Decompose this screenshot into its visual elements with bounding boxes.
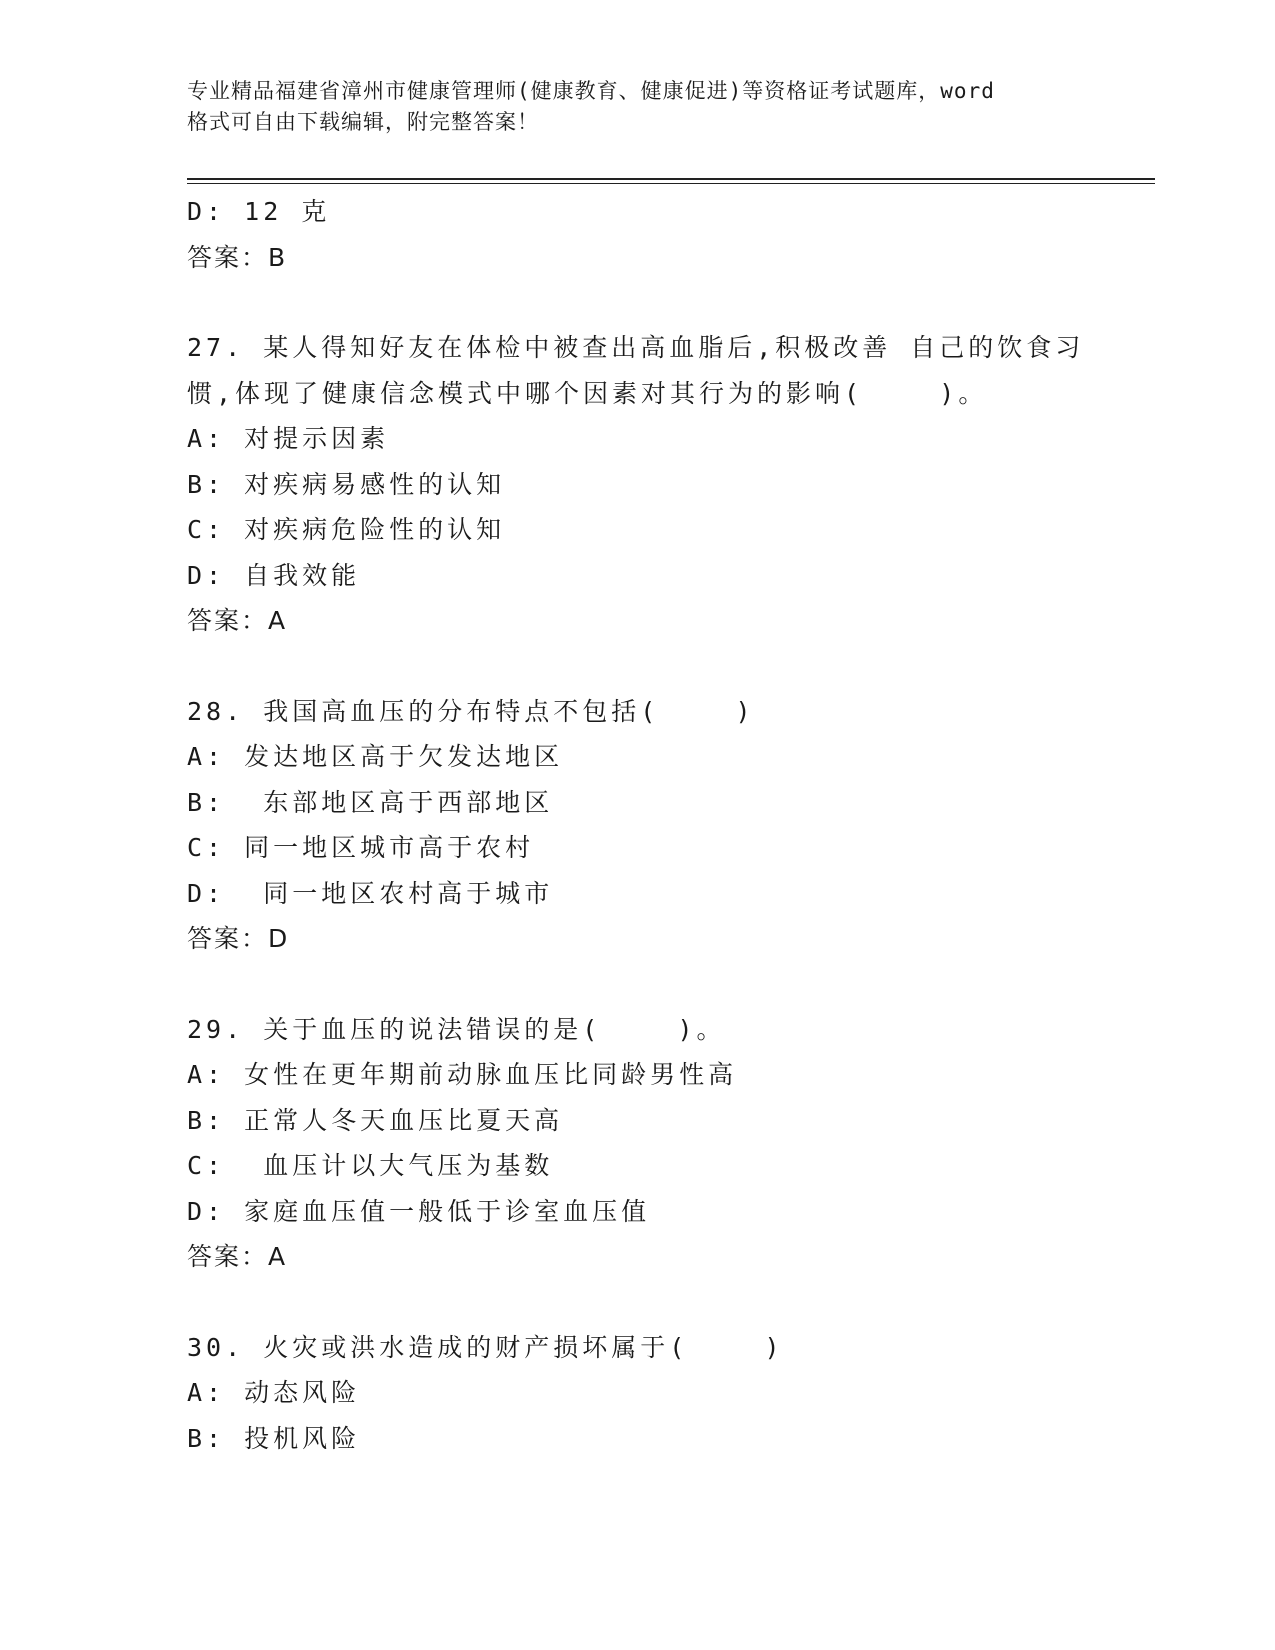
option-b: B: 对疾病易感性的认知	[187, 469, 506, 499]
question-stem: 28. 我国高血压的分布特点不包括( )	[187, 696, 755, 726]
option-a: A: 对提示因素	[187, 424, 390, 453]
question-27	[187, 325, 1155, 644]
question-stem: 27. 某人得知好友在体检中被查出高血脂后,积极改善 自己的饮食习	[187, 333, 1085, 362]
option-c: C: 同一地区城市高于农村	[187, 833, 535, 862]
option-d: D: 同一地区农村高于城市	[187, 878, 554, 908]
option-a: A: 女性在更年期前动脉血压比同龄男性高	[187, 1060, 738, 1089]
header-rule-thick	[187, 178, 1155, 180]
option-b: B: 投机风险	[187, 1423, 361, 1453]
question-26-tail	[187, 189, 1155, 280]
spacer	[187, 962, 1155, 1007]
option-c: C: 对疾病危险性的认知	[187, 515, 506, 544]
question-29	[187, 1007, 1155, 1280]
spacer	[187, 644, 1155, 689]
header-line-1: 专业精品福建省漳州市健康管理师(健康教育、健康促进)等资格证考试题库，word	[187, 79, 995, 103]
answer-text: 答案：A	[187, 606, 288, 635]
answer-text: 答案：B	[187, 242, 288, 272]
option-a: A: 发达地区高于欠发达地区	[187, 742, 564, 771]
header-rule-thin	[187, 183, 1155, 184]
option-d: D: 12 克	[187, 197, 331, 226]
spacer	[187, 1280, 1155, 1325]
option-b: B: 正常人冬天血压比夏天高	[187, 1105, 564, 1135]
answer-text: 答案：A	[187, 1242, 288, 1271]
option-c: C: 血压计以大气压为基数	[187, 1151, 554, 1180]
document-header	[187, 76, 1087, 138]
answer-text: 答案：D	[187, 924, 290, 953]
option-d: D: 自我效能	[187, 560, 361, 590]
option-b: B: 东部地区高于西部地区	[187, 787, 554, 817]
question-list	[187, 189, 1155, 1461]
spacer	[187, 280, 1155, 325]
question-stem: 30. 火灾或洪水造成的财产损坏属于( )	[187, 1332, 784, 1362]
question-stem: 29. 关于血压的说法错误的是( )。	[187, 1014, 726, 1044]
question-stem: 惯,体现了健康信念模式中哪个因素对其行为的影响( )。	[187, 378, 988, 408]
question-30	[187, 1325, 1155, 1462]
option-a: A: 动态风险	[187, 1378, 361, 1407]
question-28	[187, 689, 1155, 962]
option-d: D: 家庭血压值一般低于诊室血压值	[187, 1196, 651, 1226]
header-line-2: 格式可自由下载编辑，附完整答案！	[187, 110, 539, 134]
